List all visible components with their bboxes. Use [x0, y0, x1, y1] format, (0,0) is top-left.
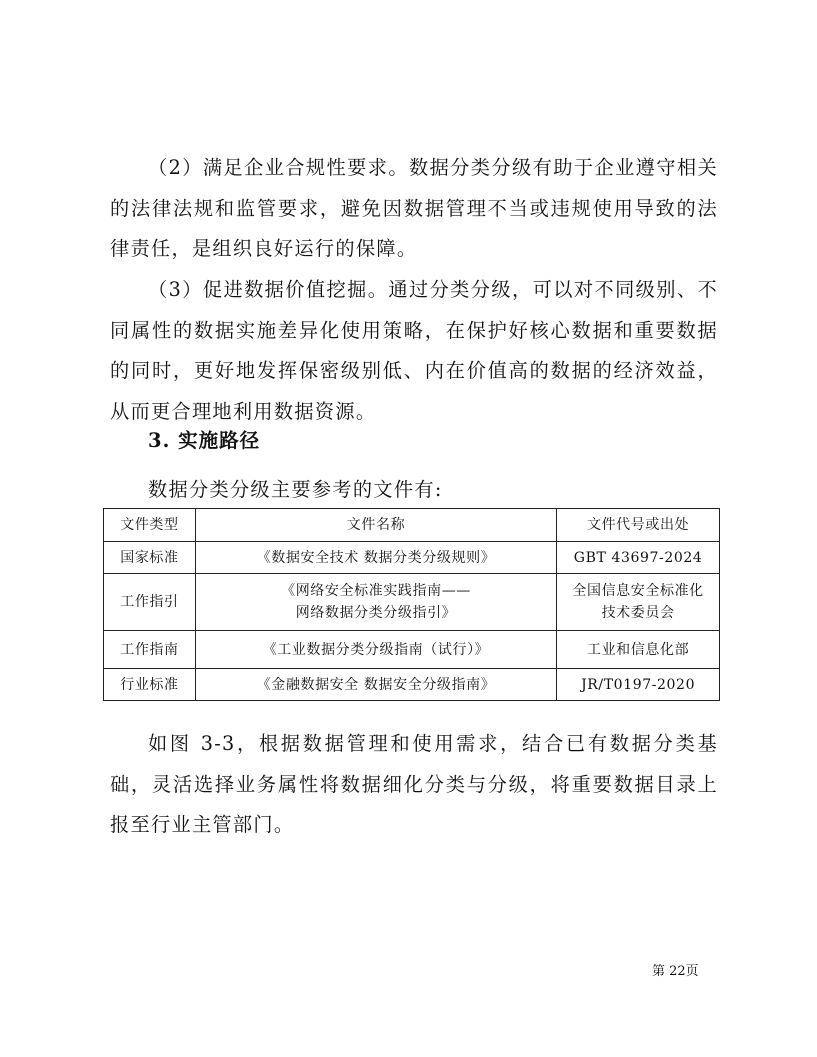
table-cell-name: [195, 542, 556, 574]
table-header-cell: 文件类型: [104, 509, 196, 542]
table-cell-type: 国家标准: [104, 542, 196, 574]
page-number: 第 22页: [652, 964, 699, 979]
table-row: [104, 669, 720, 701]
table-cell-name-line: 《金融数据安全 数据安全分级指南》: [256, 676, 496, 693]
table-header-cell: 文件代号或出处: [557, 509, 720, 542]
table-row: [104, 542, 720, 574]
table-header-cell: 文件名称: [195, 509, 556, 542]
table-cell-source: [557, 574, 720, 631]
section-heading: 3. 实施路径: [148, 429, 261, 452]
reference-documents-table: [103, 508, 720, 701]
table-cell-source-line: 工业和信息化部: [586, 641, 690, 658]
table-cell-source: [557, 631, 720, 669]
table-cell-source: [557, 669, 720, 701]
table-header-row: [104, 509, 720, 542]
table-cell-name-line: 《数据安全技术 数据分类分级规则》: [256, 549, 496, 566]
table-row: [104, 631, 720, 669]
paragraph-compliance: （2）满足企业合规性要求。数据分类分级有助于企业遵守相关的法律法规和监管要求，避免因数据管理不当或违规使用导致的法律责任，是组织良好运行的保障。: [110, 156, 718, 260]
paragraph-data-value: （3）促进数据价值挖掘。通过分类分级，可以对不同级别、不同属性的数据实施差异化使用策略，在保护好核心数据和重要数据的同时，更好地发挥保密级别低、内在价值高的数据的经济效益，从而更合理地利用数据资源。: [110, 278, 718, 423]
table-cell-source-line: 全国信息安全标准化: [572, 583, 704, 599]
table-cell-source-line: GBT 43697-2024: [573, 549, 703, 566]
table-cell-source: [557, 542, 720, 574]
table-cell-name-line: 《工业数据分类分级指南（试行）》: [262, 641, 490, 658]
table-cell-name-line: 网络数据分类分级指引》: [295, 605, 457, 621]
table-cell-type: 工作指引: [104, 574, 196, 631]
table-cell-source-line: JR/T0197-2020: [581, 676, 696, 693]
paragraph-implementation: 如图 3-3，根据数据管理和使用需求，结合已有数据分类基础，灵活选择业务属性将数据细化分类与分级，将重要数据目录上报至行业主管部门。: [110, 732, 718, 836]
table-row: [104, 574, 720, 631]
table-cell-source-line: 技术委员会: [601, 605, 675, 621]
table-cell-name: [195, 631, 556, 669]
table-cell-type: 工作指南: [104, 631, 196, 669]
table-cell-name: [195, 669, 556, 701]
table-cell-name: [195, 574, 556, 631]
table-intro: 数据分类分级主要参考的文件有:: [148, 478, 443, 501]
table-cell-type: 行业标准: [104, 669, 196, 701]
table-cell-name-line: 《网络安全标准实践指南——: [281, 583, 471, 599]
